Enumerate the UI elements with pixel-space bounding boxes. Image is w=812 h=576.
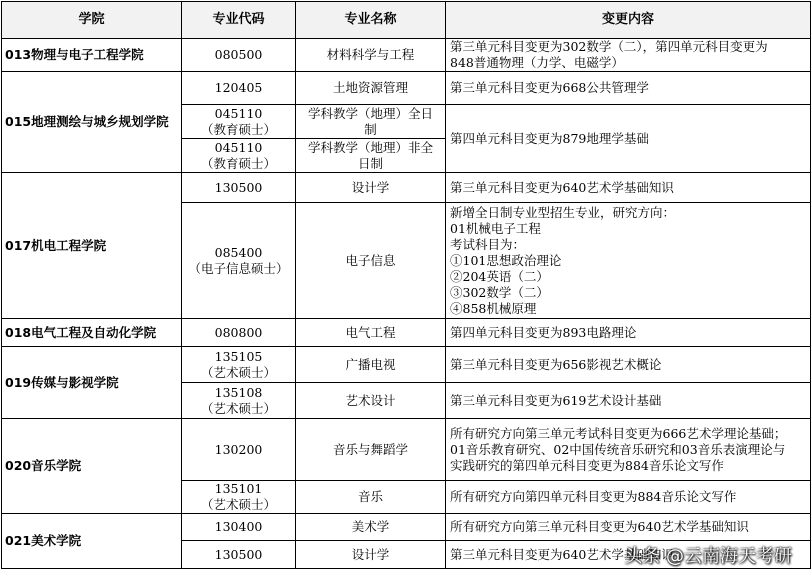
code-cell: 080800 bbox=[182, 319, 296, 347]
name-cell: 广播电视 bbox=[296, 347, 446, 383]
table-row bbox=[2, 72, 811, 105]
name-cell: 设计学 bbox=[296, 541, 446, 569]
name-cell: 艺术设计 bbox=[296, 383, 446, 419]
table-row bbox=[2, 319, 811, 347]
table-row bbox=[2, 419, 811, 481]
college-cell: 013物理与电子工程学院 bbox=[2, 39, 182, 72]
table-row bbox=[2, 173, 811, 203]
code-cell: 135108 （艺术硕士） bbox=[182, 383, 296, 419]
table-row bbox=[2, 514, 811, 541]
table-row bbox=[2, 39, 811, 72]
watermark-text: 头条 @云南海天考研 bbox=[624, 546, 792, 567]
name-cell: 学科教学（地理）非全 日制 bbox=[296, 139, 446, 173]
code-cell: 045110 （教育硕士） bbox=[182, 105, 296, 139]
code-cell: 130400 bbox=[182, 514, 296, 541]
college-cell: 020音乐学院 bbox=[2, 419, 182, 514]
change-cell: 所有研究方向第四单元科目变更为884音乐论文写作 bbox=[446, 481, 811, 514]
name-cell: 土地资源管理 bbox=[296, 72, 446, 105]
change-cell: 第三单元科目变更为640艺术学基础知识 bbox=[446, 173, 811, 203]
name-cell: 材料科学与工程 bbox=[296, 39, 446, 72]
name-cell: 美术学 bbox=[296, 514, 446, 541]
college-cell: 015地理测绘与城乡规划学院 bbox=[2, 72, 182, 173]
code-cell: 045110 （教育硕士） bbox=[182, 139, 296, 173]
change-cell: 所有研究方向第三单元科目变更为640艺术学基础知识 bbox=[446, 514, 811, 541]
header-change: 变更内容 bbox=[446, 2, 811, 39]
code-cell: 080500 bbox=[182, 39, 296, 72]
college-cell: 017机电工程学院 bbox=[2, 173, 182, 319]
table-row bbox=[2, 347, 811, 383]
code-cell: 085400 （电子信息硕士） bbox=[182, 203, 296, 319]
change-cell: 第三单元科目变更为656影视艺术概论 bbox=[446, 347, 811, 383]
header-name: 专业名称 bbox=[296, 2, 446, 39]
college-cell: 019传媒与影视学院 bbox=[2, 347, 182, 419]
change-cell: 第三单元科目变更为619艺术设计基础 bbox=[446, 383, 811, 419]
name-cell: 设计学 bbox=[296, 173, 446, 203]
name-cell: 音乐与舞蹈学 bbox=[296, 419, 446, 481]
code-cell: 130500 bbox=[182, 541, 296, 569]
college-cell: 021美术学院 bbox=[2, 514, 182, 569]
change-cell: 所有研究方向第三单元考试科目变更为666艺术学理论基础； 01音乐教育研究、02中国传统音乐研究和03音乐表演理论与 实践研究的第四单元科目变更为884音乐论文写作 bbox=[446, 419, 811, 481]
header-code: 专业代码 bbox=[182, 2, 296, 39]
code-cell: 135105 （艺术硕士） bbox=[182, 347, 296, 383]
change-cell: 第三单元科目变更为302数学（二），第四单元科目变更为 848普通物理（力学、电磁学） bbox=[446, 39, 811, 72]
change-cell: 新增全日制专业型招生专业，研究方向： 01机械电子工程 考试科目为： ①101思想政治理论 ②204英语（二） ③302数学（二） ④858机械原理 bbox=[446, 203, 811, 319]
name-cell: 电子信息 bbox=[296, 203, 446, 319]
college-cell: 018电气工程及自动化学院 bbox=[2, 319, 182, 347]
change-cell: 第四单元科目变更为879地理学基础 bbox=[446, 105, 811, 173]
code-cell: 130500 bbox=[182, 173, 296, 203]
change-cell: 第三单元科目变更为640艺术学基础知识 bbox=[446, 541, 811, 569]
code-cell: 135101 （艺术硕士） bbox=[182, 481, 296, 514]
header-row bbox=[2, 2, 811, 39]
changes-table bbox=[1, 1, 811, 569]
name-cell: 学科教学（地理）全日 制 bbox=[296, 105, 446, 139]
name-cell: 电气工程 bbox=[296, 319, 446, 347]
change-cell: 第三单元科目变更为668公共管理学 bbox=[446, 72, 811, 105]
name-cell: 音乐 bbox=[296, 481, 446, 514]
code-cell: 120405 bbox=[182, 72, 296, 105]
header-college: 学院 bbox=[2, 2, 182, 39]
change-cell: 第四单元科目变更为893电路理论 bbox=[446, 319, 811, 347]
code-cell: 130200 bbox=[182, 419, 296, 481]
